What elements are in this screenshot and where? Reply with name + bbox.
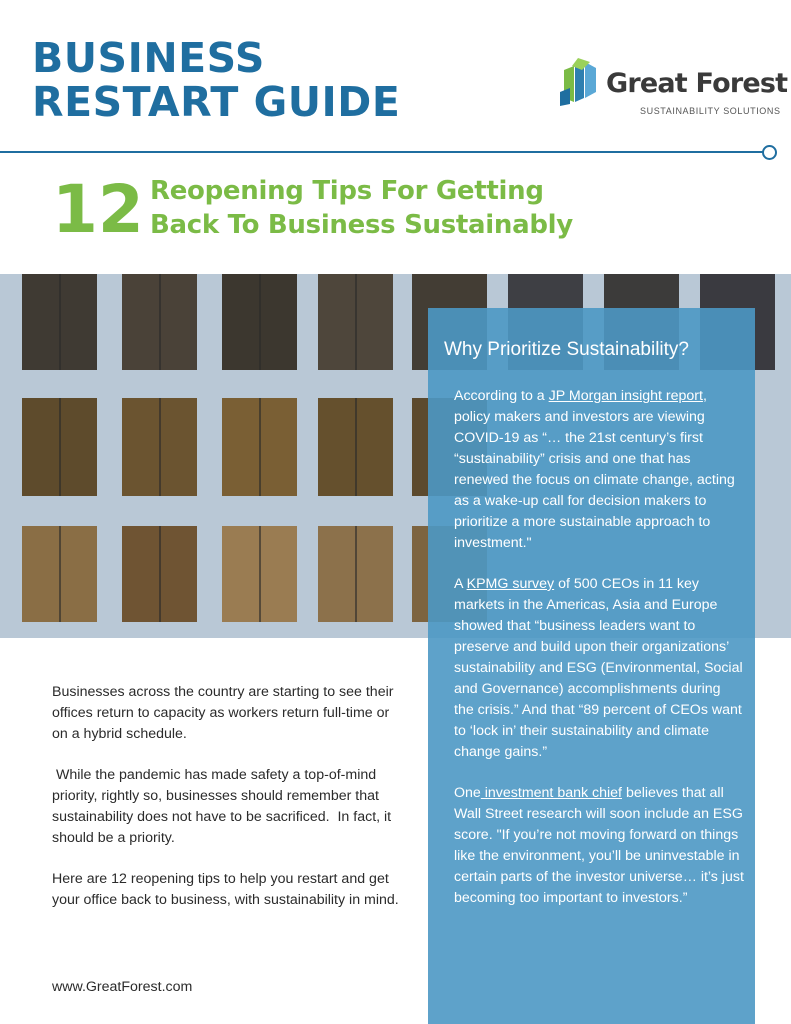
header-divider — [0, 151, 770, 153]
logo-name: Great Forest — [606, 68, 788, 99]
great-forest-logo — [560, 58, 788, 118]
website-url[interactable]: www.GreatForest.com — [52, 979, 193, 995]
tips-title — [150, 174, 573, 242]
jp-morgan-report-link[interactable]: JP Morgan insight report — [548, 388, 703, 404]
panel-paragraph-2 — [454, 574, 744, 763]
intro-text — [52, 682, 402, 931]
intro-paragraph-2: While the pandemic has made safety a top-of-mind priority, rightly so, businesses should remember that sustainability does not have to be sacrificed. In fact, it should be a priority. — [52, 767, 396, 846]
investment-bank-chief-link[interactable]: investment bank chief — [480, 785, 622, 801]
why-sustainability-panel — [428, 308, 755, 1024]
panel-paragraph-1 — [454, 386, 744, 554]
logo-mark-icon — [560, 58, 602, 106]
p1-prefix: According to a — [454, 388, 549, 404]
panel-heading: Why Prioritize Sustainability? — [444, 339, 689, 360]
title-line-2: RESTART GUIDE — [32, 78, 401, 126]
panel-paragraph-3 — [454, 783, 744, 909]
intro-paragraph-1: Businesses across the country are starting to see their offices return to capacity as workers return full-time or on a hybrid schedule. — [52, 684, 394, 742]
p3-prefix: One — [454, 785, 481, 801]
p2-suffix: of 500 CEOs in 11 key markets in the Americas, Asia and Europe showed that “business leaders want to preserve and build upon their organizations’ sustainability and ESG (Environmental, Social and Governance) accomplishments during the crisis.” And that “89 percent of CEOs want to ‘lock in’ their sustainability and climate change gains.” — [454, 576, 743, 760]
tips-count: 12 — [52, 171, 144, 248]
tips-title-line-1: Reopening Tips For Getting — [150, 176, 544, 206]
divider-end-circle — [762, 145, 777, 160]
p2-prefix: A — [454, 576, 467, 592]
intro-paragraph-3: Here are 12 reopening tips to help you restart and get your office back to business, with sustainability in mind. — [52, 871, 399, 908]
tips-title-line-2: Back To Business Sustainably — [150, 210, 573, 240]
document-title — [32, 36, 400, 124]
panel-body — [454, 386, 744, 929]
logo-tagline: SUSTAINABILITY SOLUTIONS — [640, 106, 781, 116]
kpmg-survey-link[interactable]: KPMG survey — [466, 576, 555, 592]
title-line-1: BUSINESS — [32, 34, 265, 82]
p1-suffix: , policy makers and investors are viewing COVID-19 as “… the 21st century’s first “sustainability” crisis and one that has renewed the focus on climate change, acting as a wake-up call for decision makers to prioritize a more sustainable approach to investment." — [454, 388, 735, 551]
p3-suffix: believes that all Wall Street research will soon include an ESG score. "If you’re not moving forward on things like the environment, you’ll be uninvestable in certain parts of the investor universe… it’s just becoming too important to investors.” — [454, 785, 744, 906]
